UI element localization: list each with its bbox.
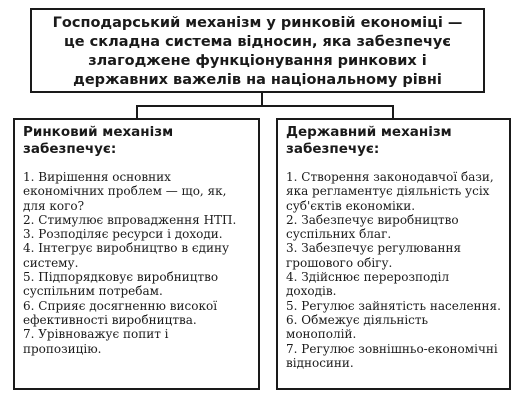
market-mechanism-box <box>13 118 260 390</box>
connector-horizontal <box>136 105 394 107</box>
list-item: 7. Регулює зовнішньо-економічні відносини. <box>286 341 498 370</box>
list-item: 2. Забезпечує виробництво суспільних благ. <box>286 212 459 242</box>
list-item: 2. Стимулює впровадження НТП. <box>23 212 237 227</box>
list-item: 4. Здійснює перерозподіл доходів. <box>286 270 450 299</box>
market-mechanism-title: Ринковий механізм забезпечує: <box>23 124 174 157</box>
state-mechanism-box <box>276 118 511 390</box>
list-item: 6. Сприяє досягненню високої ефективності виробництва. <box>23 298 218 327</box>
list-item: 3. Забезпечує регулювання грошового обігу. <box>286 241 462 270</box>
state-mechanism-title: Державний механізм забезпечує: <box>286 124 452 157</box>
main-definition-box <box>30 8 485 93</box>
state-mechanism-list <box>286 170 501 370</box>
list-item: 6. Обмежує діяльність монополій. <box>286 312 429 342</box>
list-item: 7. Урівноважує попит і пропозицію. <box>23 327 169 356</box>
list-item: 4. Інтегрує виробництво в єдину систему. <box>23 241 230 270</box>
list-item: 3. Розподіляє ресурси і доходи. <box>23 227 223 242</box>
list-item: 1. Створення законодавчої бази, яка регламентує діяльність усіх суб'єктів економіки. <box>286 170 494 213</box>
list-item: 1. Вирішення основних економічних проблем — що, як, для кого? <box>23 170 227 213</box>
connector-left-branch <box>136 105 138 118</box>
connector-right-branch <box>392 105 394 118</box>
main-definition-text: Господарський механізм у ринковій економіці — це складна система відносин, яка забезпечує злагоджене функціонування ринкових і державних важелів на національному рівні <box>52 15 463 88</box>
list-item: 5. Підпорядковує виробництво суспільним потребам. <box>23 270 219 299</box>
market-mechanism-list <box>23 170 250 356</box>
list-item: 5. Регулює зайнятість населення. <box>286 298 501 313</box>
